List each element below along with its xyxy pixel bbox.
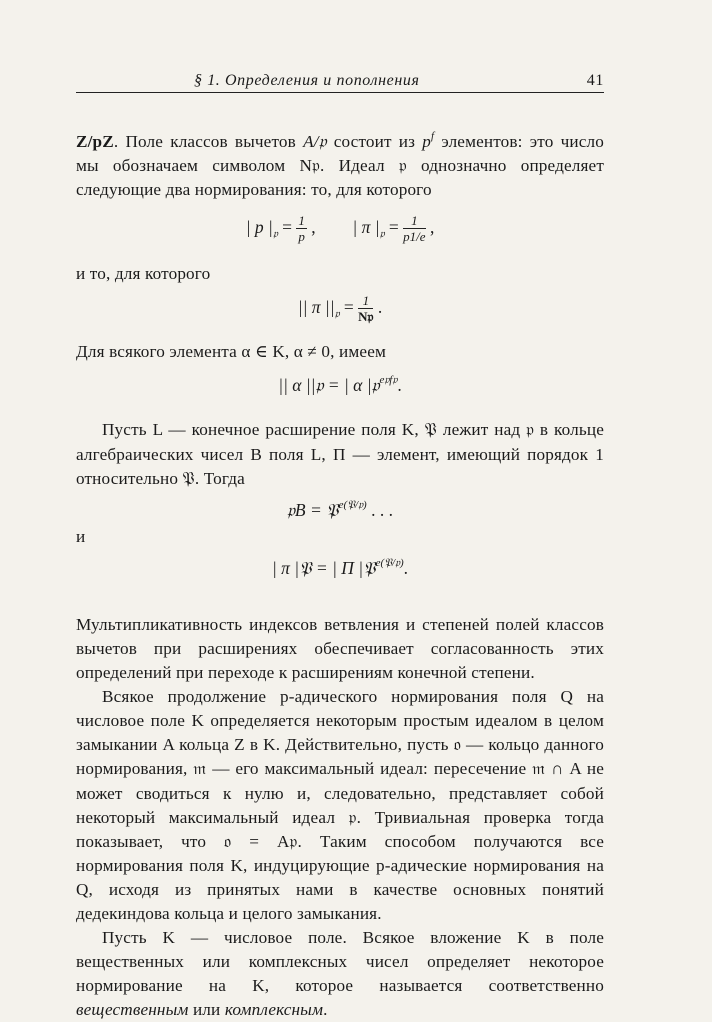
- eq1-right-sub: 𝔭: [379, 228, 385, 241]
- equation-normalized: || π $||_𝔭$ = $\frac{1}{\text{N𝔭}}$ .: [297, 293, 383, 325]
- eq1-right: | π |: [352, 217, 380, 238]
- text-fragment: .: [323, 1000, 328, 1020]
- eq5-sup: e(𝔓/𝔭): [375, 556, 404, 569]
- eq2-fraction: [358, 294, 373, 324]
- frac-num: 1: [298, 213, 305, 229]
- text-fragment: Пусть K — числовое поле. Всякое вложение K в поле вещественных или комплексных чисел определяет некоторое нормирование на K, которое называется соответственно: [76, 928, 604, 996]
- f-exponent: f: [430, 130, 435, 142]
- eq3-sup: e𝔭f𝔭: [379, 374, 398, 387]
- z-mod-pz: Z/pZ: [76, 132, 114, 151]
- paragraph-archimedean: [76, 926, 604, 1022]
- eq1-left-fraction: [296, 214, 307, 244]
- paragraph-multiplicativity: Мультипликативность индексов ветвления и степеней полей классов вычетов при расширениях обеспечивает согласованность этих определений при переходе к расширениям конечной степени.: [76, 614, 604, 683]
- eq1-left-sub: 𝔭: [272, 228, 278, 241]
- text-and: и: [76, 526, 86, 546]
- frac-den: N𝔭: [358, 309, 374, 325]
- text-for-every-element: Для всякого элемента α ∈ K, α ≠ 0, имеем: [76, 342, 387, 362]
- eq4: 𝔭B = 𝔓: [287, 499, 339, 520]
- paragraph-extension: Пусть L — конечное расширение поля K, 𝔓 лежит над 𝔭 в кольце алгебраических чисел B поля L, Π — элемент, имеющий порядок 1 относительно 𝔓. Тогда: [76, 420, 604, 488]
- running-title: § 1. Определения и пополнения: [194, 72, 420, 89]
- paragraph-text: это число мы обозначаем символом N𝔭. Идеал 𝔭 однозначно определяет следующие два нормирования: то, для которого: [76, 132, 605, 200]
- frac-den: p1/e: [403, 229, 426, 245]
- running-header: [76, 70, 604, 92]
- eq1-left: | p |: [245, 217, 273, 238]
- eq1-right-fraction: [403, 214, 425, 244]
- term-real: вещественным: [76, 1000, 189, 1020]
- term-complex: комплексным: [224, 1000, 324, 1020]
- p-symbol: p: [422, 132, 431, 151]
- equation-normalizations: | p $|_𝔭$ = $\frac{1}{p}$ , | π $|_𝔭$ = $\frac{1}{p1/e}$ ,: [245, 213, 435, 245]
- equation-alpha: || α ||𝔭 = | α |𝔭$^{e𝔭f𝔭}$.: [278, 374, 402, 396]
- page-number: 41: [586, 72, 604, 89]
- eq5: | π |𝔓 = | Π |𝔓: [271, 557, 376, 578]
- text-and-that: и то, для которого: [76, 264, 211, 284]
- text-fragment: или: [188, 1000, 225, 1020]
- page-body: [76, 124, 604, 1022]
- residue-field-symbol: A/𝔭: [303, 132, 327, 151]
- frac-num: 1: [358, 294, 373, 309]
- text-fragment: состоит из: [326, 132, 423, 151]
- book-page: [76, 70, 605, 1020]
- eq4-sup: e(𝔓/𝔭): [338, 498, 367, 511]
- paragraph-residue-field: [76, 124, 604, 202]
- text-fragment: . Поле классов вычетов: [113, 132, 304, 151]
- eq2-left: || π ||: [297, 297, 335, 318]
- eq2-sub: 𝔭: [334, 308, 340, 321]
- paragraph-p-adic: Всякое продолжение p-адического нормирования поля Q на числовое поле K определяется некоторым простым идеалом в целом замыкании A кольца Z в K. Действительно, пусть 𝔬 — кольцо данного нормирования, 𝔪 — его максимальный идеал: пересечение 𝔪 ∩ A не может сводиться к нулю и, следовательно, представляет собой некоторый максимальный идеал 𝔭. Тривиальная проверка тогда показывает, что 𝔬 = A𝔭. Таким способом получаются все нормирования поля K, индуцирующие p-адические нормирования на Q, исходя из принятых нами в качестве основных понятий дедекиндова кольца и целого замыкания.: [76, 687, 604, 923]
- text-fragment: элементов:: [434, 132, 523, 151]
- header-rule: [76, 92, 604, 93]
- equation-ideal-decomp: [76, 499, 604, 525]
- frac-den: p: [298, 229, 305, 245]
- equation-pi: | π |𝔓 = | Π |𝔓$^{e(𝔓/𝔭)}$.: [271, 556, 409, 578]
- eq3: || α ||𝔭 = | α |𝔭: [278, 375, 380, 396]
- eq4-tail: . . .: [366, 499, 393, 520]
- frac-num: 1: [403, 214, 425, 229]
